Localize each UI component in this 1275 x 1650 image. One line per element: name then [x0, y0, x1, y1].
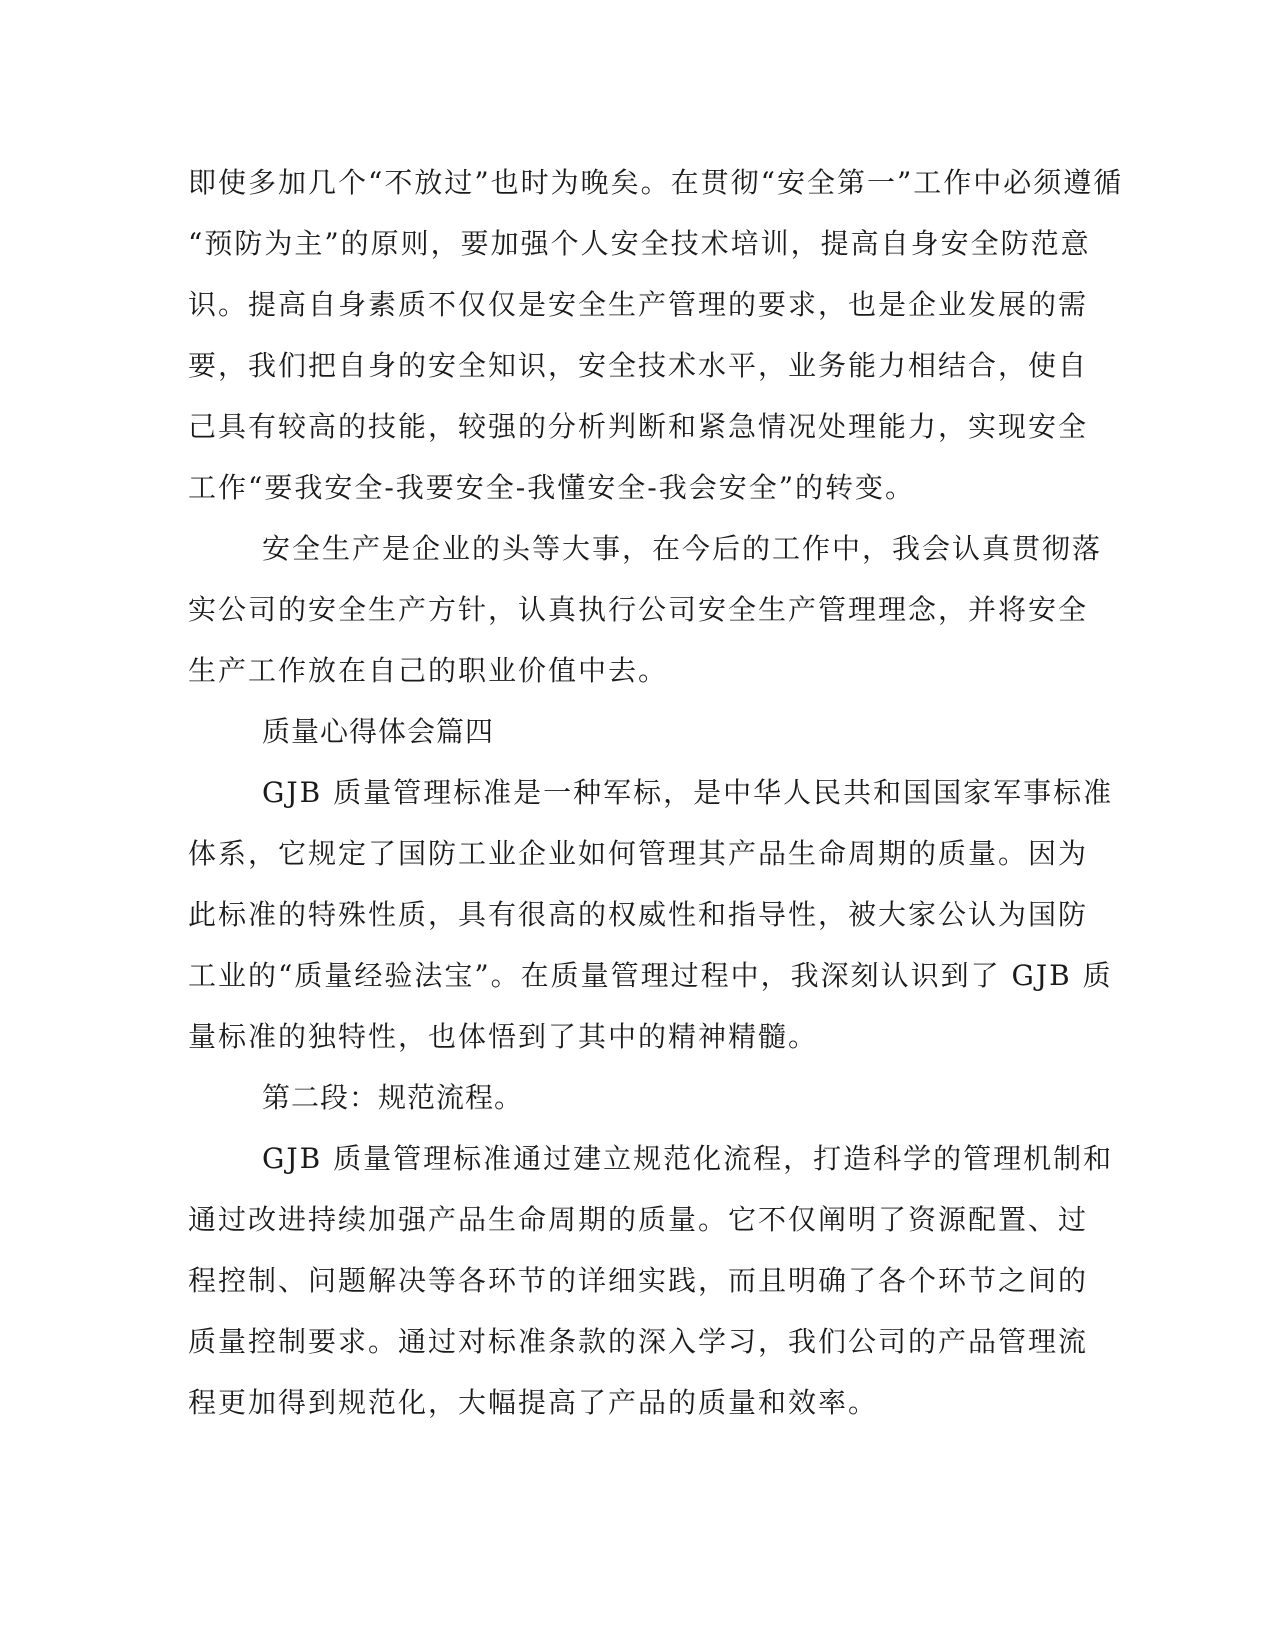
section-heading: 质量心得体会篇四: [262, 715, 495, 748]
document-page: [188, 152, 1124, 1433]
paragraph-line: 要，我们把自身的安全知识，安全技术水平，业务能力相结合，使自: [188, 349, 1089, 382]
paragraph-line: 生产工作放在自己的职业价值中去。: [188, 654, 669, 687]
paragraph-line: 此标准的特殊性质，具有很高的权威性和指导性，被大家公认为国防: [188, 898, 1089, 931]
paragraph-line: 工作“要我安全-我要安全-我懂安全-我会安全”的转变。: [188, 471, 916, 504]
paragraph-line: 实公司的安全生产方针，认真执行公司安全生产管理理念，并将安全: [188, 593, 1089, 626]
paragraph-line: 即使多加几个“不放过”也时为晚矣。在贯彻“安全第一”工作中必须遵循: [188, 166, 1124, 199]
paragraph-line: 体系，它规定了国防工业企业如何管理其产品生命周期的质量。因为: [188, 837, 1089, 870]
paragraph-line: 通过改进持续加强产品生命周期的质量。它不仅阐明了资源配置、过: [188, 1203, 1089, 1236]
paragraph-line: GJB 质量管理标准通过建立规范化流程，打造科学的管理机制和: [262, 1142, 1114, 1175]
paragraph-line: GJB 质量管理标准是一种军标，是中华人民共和国国家军事标准: [262, 776, 1114, 809]
paragraph-line: 己具有较高的技能，较强的分析判断和紧急情况处理能力，实现安全: [188, 410, 1089, 443]
section-heading: 第二段：规范流程。: [262, 1081, 524, 1114]
paragraph-line: 程更加得到规范化，大幅提高了产品的质量和效率。: [188, 1386, 879, 1419]
paragraph-line: 安全生产是企业的头等大事，在今后的工作中，我会认真贯彻落: [262, 532, 1103, 565]
paragraph-line: 程控制、问题解决等各环节的详细实践，而且明确了各个环节之间的: [188, 1264, 1089, 1297]
paragraph-line: 工业的“质量经验法宝”。在质量管理过程中，我深刻认识到了 GJB 质: [188, 959, 1113, 992]
paragraph-line: 质量控制要求。通过对标准条款的深入学习，我们公司的产品管理流: [188, 1325, 1089, 1358]
paragraph-line: “预防为主”的原则，要加强个人安全技术培训，提高自身安全防范意: [188, 227, 1091, 260]
paragraph-line: 量标准的独特性，也体悟到了其中的精神精髓。: [188, 1020, 819, 1053]
paragraph-line: 识。提高自身素质不仅仅是安全生产管理的要求，也是企业发展的需: [188, 288, 1089, 321]
